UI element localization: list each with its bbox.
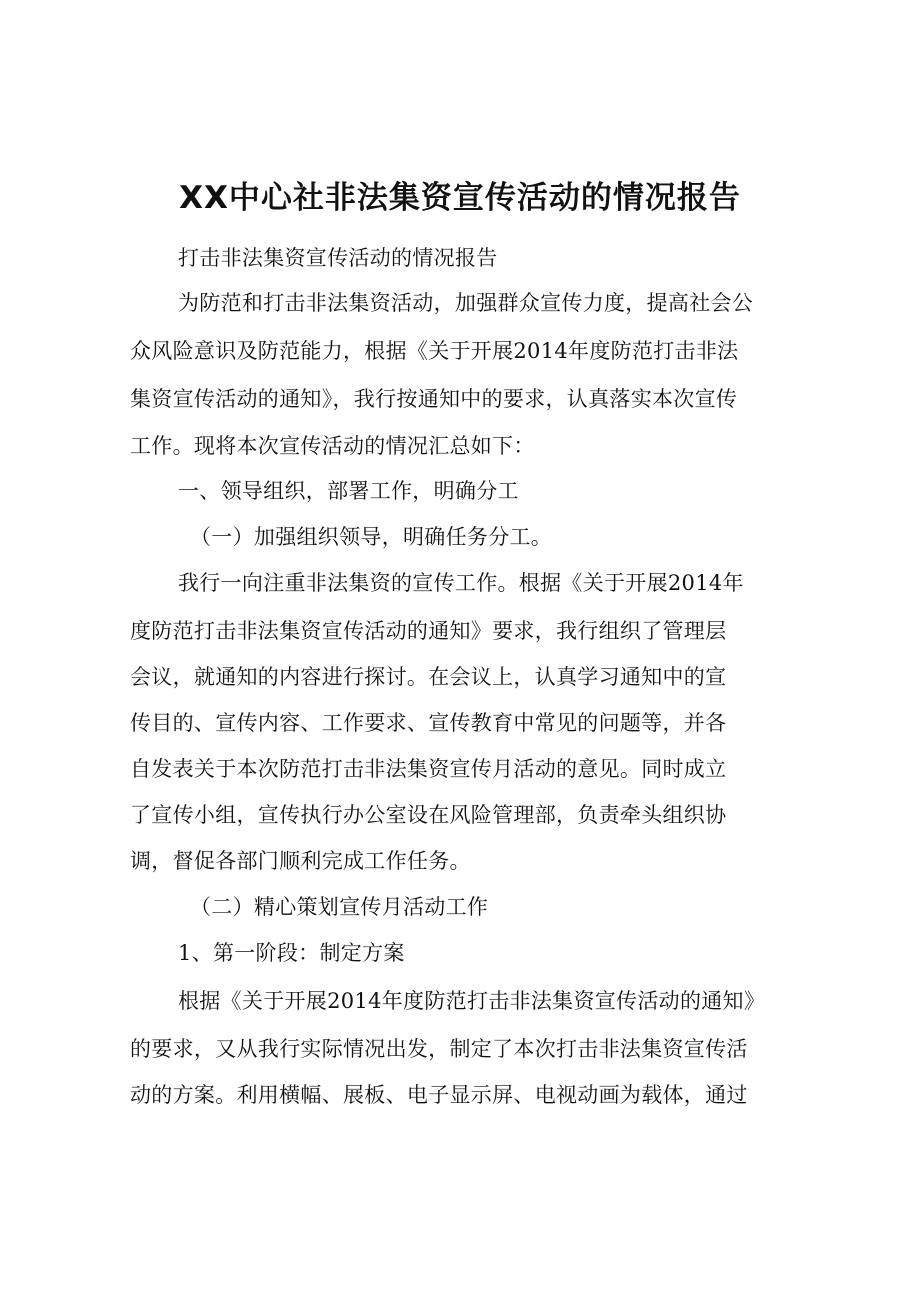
paragraph-line: 度防范打击非法集资宣传活动的通知》要求，我行组织了管理层: [130, 619, 727, 643]
paragraph-line: 了宣传小组，宣传执行办公室设在风险管理部，负责牵头组织协: [130, 803, 727, 827]
subsection-heading: （一）加强组织领导，明确任务分工。: [190, 525, 553, 549]
paragraph-line: 我行一向注重非法集资的宣传工作。根据《关于开展2014年: [178, 571, 744, 595]
paragraph-line: 会议，就通知的内容进行探讨。在会议上，认真学习通知中的宣: [130, 665, 727, 689]
paragraph-line: 根据《关于开展2014年度防范打击非法集资宣传活动的通知》: [178, 989, 766, 1013]
section-heading: 一、领导组织，部署工作，明确分工: [178, 479, 519, 503]
paragraph-line: 众风险意识及防范能力，根据《关于开展2014年度防范打击非法: [130, 339, 739, 363]
paragraph-line: 的要求，又从我行实际情况出发，制定了本次打击非法集资宣传活: [130, 1037, 748, 1061]
step-heading: 1、第一阶段：制定方案: [178, 941, 405, 965]
paragraph-line: 自发表关于本次防范打击非法集资宣传月活动的意见。同时成立: [130, 757, 727, 781]
paragraph-line: 集资宣传活动的通知》，我行按通知中的要求，认真落实本次宣传: [130, 387, 738, 411]
paragraph-line: 动的方案。利用横幅、展板、电子显示屏、电视动画为载体，通过: [130, 1083, 748, 1107]
paragraph-line: 为防范和打击非法集资活动，加强群众宣传力度，提高社会公: [178, 291, 754, 315]
paragraph-line: 调，督促各部门顺利完成工作任务。: [130, 849, 471, 873]
document-title: XX中心社非法集资宣传活动的情况报告: [179, 180, 741, 216]
subsection-heading: （二）精心策划宣传月活动工作: [190, 895, 489, 919]
subtitle-line: 打击非法集资宣传活动的情况报告: [178, 246, 498, 270]
paragraph-line: 工作。现将本次宣传活动的情况汇总如下：: [130, 434, 535, 458]
paragraph-line: 传目的、宣传内容、工作要求、宣传教育中常见的问题等，并各: [130, 711, 727, 735]
